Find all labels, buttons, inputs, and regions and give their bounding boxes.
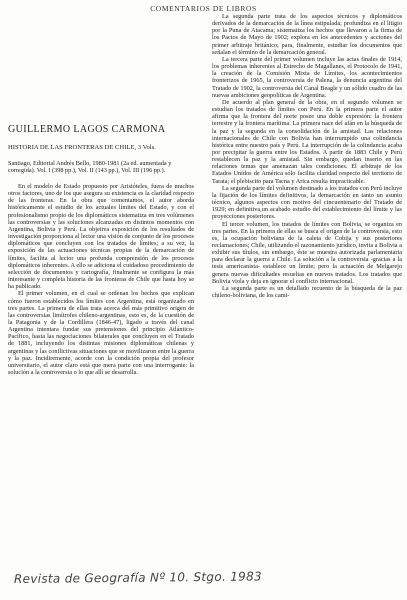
right-paragraph-3: De acuerdo al plan general de la obra, en el segundo volumen se estudian los tratados de límites con Perú. En la primera parte el autor afirma que la frontera del norte posee una doble expresión: la frontera terrestre y la frontera marítima. La primera nace del afán en la búsqueda de la paz y la segunda en la consolidación de la amistad. Las relaciones internacionales de Chile con Bolivia han interrumpido una colindancia histórica entre nuestro país y Perú. La interrupción de la colindancia acaba por precipitar la guerra entre los Estados. A partir de 1883 Chile y Perú restablecen la paz y la amistad. Sin embargo, quedan inserto en las relaciones temas que amenazan tales condiciones. El arbitraje de los Estados Unidos de América sólo facilita claridad respecto del territorio de Tarata; el plebiscito para Tacna y Arica resulta impracticable.: [212, 98, 402, 185]
right-paragraph-1: La segunda parte trata de los aspectos técnicos y diplomáticos derivados de la demarcación de la línea estipulada; profundiza en el litigio por la Puna de Atacama; sistematiza los hechos que llevaron a la firma de los Pactos de Mayo de 1902; explora en los antecedentes y acciones del primer arbitraje británico; para, finalmente, estudiar los documentos que señalan el término de la demarcación general.: [212, 13, 402, 56]
section-header: COMENTARIOS DE LIBROS: [150, 4, 257, 13]
left-paragraph-1: En el modelo de Estado propuesto por Aristóteles, fuera de muchos otros factores, uno de los que asegura su existencia es la claridad respecto de las fronteras. En la obra que comentamos, el autor aborda históricamente el estudio de los actuales límites del Estado, y con el profesionalismo propio de los diplomáticos sistematiza en tres volúmenes las controversias y las soluciones alcanzadas en distintos momentos con Argentina, Bolivia y Perú. La objetiva exposición de los resultados de investigación proporciona al lector una visión de conjunto de los procesos diplomáticos que concluyen con los tratados de límites; a su vez, la exposición de las actuaciones técnicas propias de la demarcación de límites, facilita al lector una profunda comprensión de los procesos diplomáticos inherentes. A ello se adiciona el cuidadoso procedimiento de selección de documentos y cartografía, finalmente se configura la más interesante y completa historia de las fronteras de Chile que hasta hoy se ha publicado.: [8, 183, 194, 291]
right-paragraph-5: El tercer volumen, los tratados de límites con Bolivia, se organiza en tres partes. En la primera de ellas se busca el origen de la controversia, esto es, la ocupación boliviana de la caleta de Cobija y sus posteriores reclamaciones; Chile, utilizando el razonamiento jurídico, invita a Bolivia a exhibir sus títulos, sin embargo, éste se muestra autorizada parlamentaria para declarar la guerra a Chile. La solución a la controversia -gracias a la tesis americanista- establece un límite; pero la actuación de Melgarejo genera nuevas dificultades resueltas en nuevos tratados. Los tratados que Bolivia viola y deja en ignorar el conflicto internacional.: [212, 220, 402, 285]
book-title: HISTORIA DE LAS FRONTERAS DE CHILE, 3 Vols.: [8, 144, 156, 151]
left-column: [8, 183, 194, 376]
book-author: GUILLERMO LAGOS CARMONA: [8, 124, 166, 135]
right-paragraph-4: La segunda parte del volumen destinado a los tratados con Perú incluye la fijación de los límites definitivos, la demarcación en tanto un asunto técnico, algunos aspectos con motivo del cincuentenario del Tratado de 1929; en definitiva,un acabado estudio del establecimiento del límite y las proyecciones posteriores.: [212, 184, 402, 221]
left-paragraph-2: El primer volumen, en el cual se ordenan los hechos que explican cómo fueron establecidos los límites con Argentina, está organizado en tres partes. La primera de ellas trata acerca del más primitivo origen de las controversias limítrofes chileno-argentinas, esto es, de la cuestión de la Patagonia y de la Cordillera (1846-47), ligado a través del canal Argentina intentara fundar sus pretensiones del principio Atlántico-Pacífico, hasta las negociaciones bilaterales que concluyen en el Tratado de 1881, incluyendo los distintas misiones diplomáticas chilenas y argentinas y las conflictivas situaciones que se movilizaron entre la guerra y la paz. Incidiremente, acorde con la condición propia del profesor universitario, el autor claro está que mera parte con una interrogante: la solución a la controversia o lo que allí se desarrolla.: [8, 290, 194, 377]
bibliographic-details: Santiago, Editorial Andrés Bello, 1980-1981 (2a ed. aumentada y corregida). Vol. I (398 pp.), Vol. II (143 pp.), Vol. III (196 pp.).: [8, 160, 172, 175]
review-reference: [8, 124, 194, 184]
handwritten-source-note: Revista de Geografía Nº 10. Stgo. 1983: [13, 569, 262, 586]
right-paragraph-2: La tercera parte del primer volumen incluye las actas finales de 1914, los problemas inherentes al Estrecho de Magallanes, el Protocolo de 1941, la creación de la Comisión Mixta de Límites, los acontecimientos fronterizos de 1965, la controversia de Palena, la denuncia argentina del Tratado de 1902, la controversia del Canal Beagle y un sólido cuadro de las nuevas ambiciones geopolíticas de Argentina.: [212, 55, 402, 99]
right-paragraph-6: La segunda parte es un detallado recuento de la búsqueda de la paz chileno-boliviana, de los cami-: [212, 284, 402, 300]
right-column: [212, 13, 402, 299]
